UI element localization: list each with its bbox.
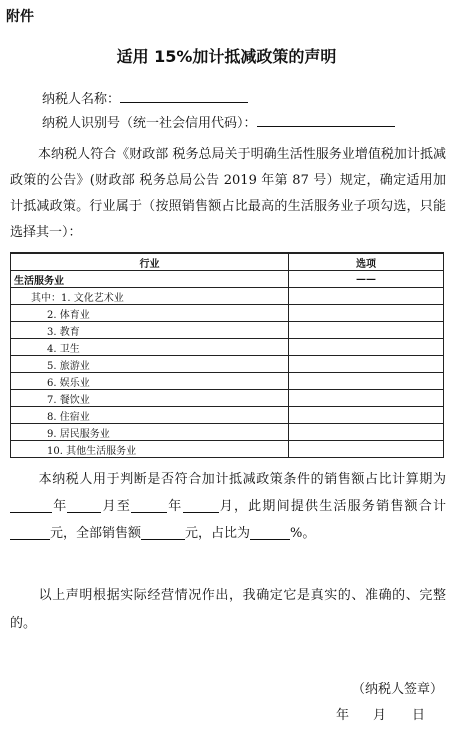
- table-row: [11, 373, 444, 390]
- start-year-field[interactable]: [10, 496, 52, 513]
- industry-table: [10, 252, 444, 458]
- date-month-label: 月: [373, 708, 387, 723]
- option-checkbox-cell[interactable]: [289, 441, 444, 458]
- option-checkbox-cell[interactable]: [289, 305, 444, 322]
- table-row: [11, 288, 444, 305]
- sales-paragraph: [10, 466, 446, 547]
- taxpayer-id-row: [42, 112, 395, 131]
- year-label-1: 年: [52, 499, 68, 514]
- option-checkbox-cell[interactable]: [289, 288, 444, 305]
- year-label-2: 年: [167, 499, 183, 514]
- industry-item: 9. 居民服务业: [11, 424, 289, 441]
- ratio-field[interactable]: [250, 523, 290, 540]
- table-row: [11, 424, 444, 441]
- industry-item: 7. 餐饮业: [11, 390, 289, 407]
- service-sales-total-field[interactable]: [10, 523, 50, 540]
- taxpayer-name-row: [42, 88, 248, 107]
- signature-label: （纳税人签章）: [351, 682, 443, 697]
- table-row: [11, 441, 444, 458]
- table-row: [11, 356, 444, 373]
- statement-text: 以上声明根据实际经营情况作出，我确定它是真实的、准确的、完整的。: [10, 588, 446, 631]
- signature-date: [336, 704, 425, 723]
- option-checkbox-cell[interactable]: [289, 356, 444, 373]
- industry-item: 10. 其他生活服务业: [11, 441, 289, 458]
- table-row: [11, 390, 444, 407]
- month-to-label: 月至: [101, 499, 132, 514]
- industry-item: 其中：1. 文化艺术业: [11, 288, 289, 305]
- sales-text-2: 月，此期间提供生活服务销售额合计: [218, 499, 446, 514]
- end-year-field[interactable]: [131, 496, 167, 513]
- taxpayer-id-field[interactable]: [257, 114, 395, 127]
- option-checkbox-cell[interactable]: [289, 407, 444, 424]
- sales-text-3: 元，全部销售额: [50, 526, 142, 541]
- table-row: [11, 305, 444, 322]
- sales-text-4: 元，占比为: [185, 526, 251, 541]
- industry-item: 8. 住宿业: [11, 407, 289, 424]
- sales-text-1: 本纳税人用于判断是否符合加计抵减政策条件的销售额占比计算期为: [38, 472, 446, 487]
- start-month-field[interactable]: [67, 496, 101, 513]
- industry-item: 2. 体育业: [11, 305, 289, 322]
- industry-column-header: 行业: [11, 253, 289, 271]
- option-checkbox-cell[interactable]: [289, 322, 444, 339]
- industry-item: 4. 卫生: [11, 339, 289, 356]
- option-checkbox-cell[interactable]: [289, 373, 444, 390]
- percent-label: %。: [290, 526, 316, 541]
- table-header-row: [11, 253, 444, 271]
- end-month-field[interactable]: [183, 496, 219, 513]
- date-year-label: 年: [336, 708, 350, 723]
- intro-paragraph: [10, 142, 446, 246]
- attachment-label: 附件: [6, 9, 34, 25]
- category-row: [11, 271, 444, 288]
- option-checkbox-cell[interactable]: [289, 390, 444, 407]
- option-column-header: 选项: [289, 253, 444, 271]
- taxpayer-name-label: 纳税人名称：: [42, 92, 121, 107]
- page-title: 适用 15%加计抵减政策的声明: [116, 47, 337, 66]
- table-row: [11, 339, 444, 356]
- taxpayer-name-field[interactable]: [120, 90, 248, 103]
- taxpayer-id-label: 纳税人识别号（统一社会信用代码）：: [42, 116, 257, 131]
- table-row: [11, 407, 444, 424]
- category-label: 生活服务业: [11, 271, 289, 288]
- option-checkbox-cell[interactable]: [289, 339, 444, 356]
- category-option: ——: [289, 271, 444, 288]
- industry-item: 6. 娱乐业: [11, 373, 289, 390]
- total-sales-field[interactable]: [141, 523, 185, 540]
- industry-item: 5. 旅游业: [11, 356, 289, 373]
- industry-item: 3. 教育: [11, 322, 289, 339]
- date-day-label: 日: [412, 708, 426, 723]
- table-row: [11, 322, 444, 339]
- option-checkbox-cell[interactable]: [289, 424, 444, 441]
- statement-paragraph: [10, 582, 446, 638]
- intro-text: 本纳税人符合《财政部 税务总局关于明确生活性服务业增值税加计抵减政策的公告》(财政部 税务总局公告 2019 年第 87 号）规定，确定适用加计抵减政策。行业属于（按照销售额占比最高的生活服务业子项勾选，只能选择其一）：: [10, 147, 446, 240]
